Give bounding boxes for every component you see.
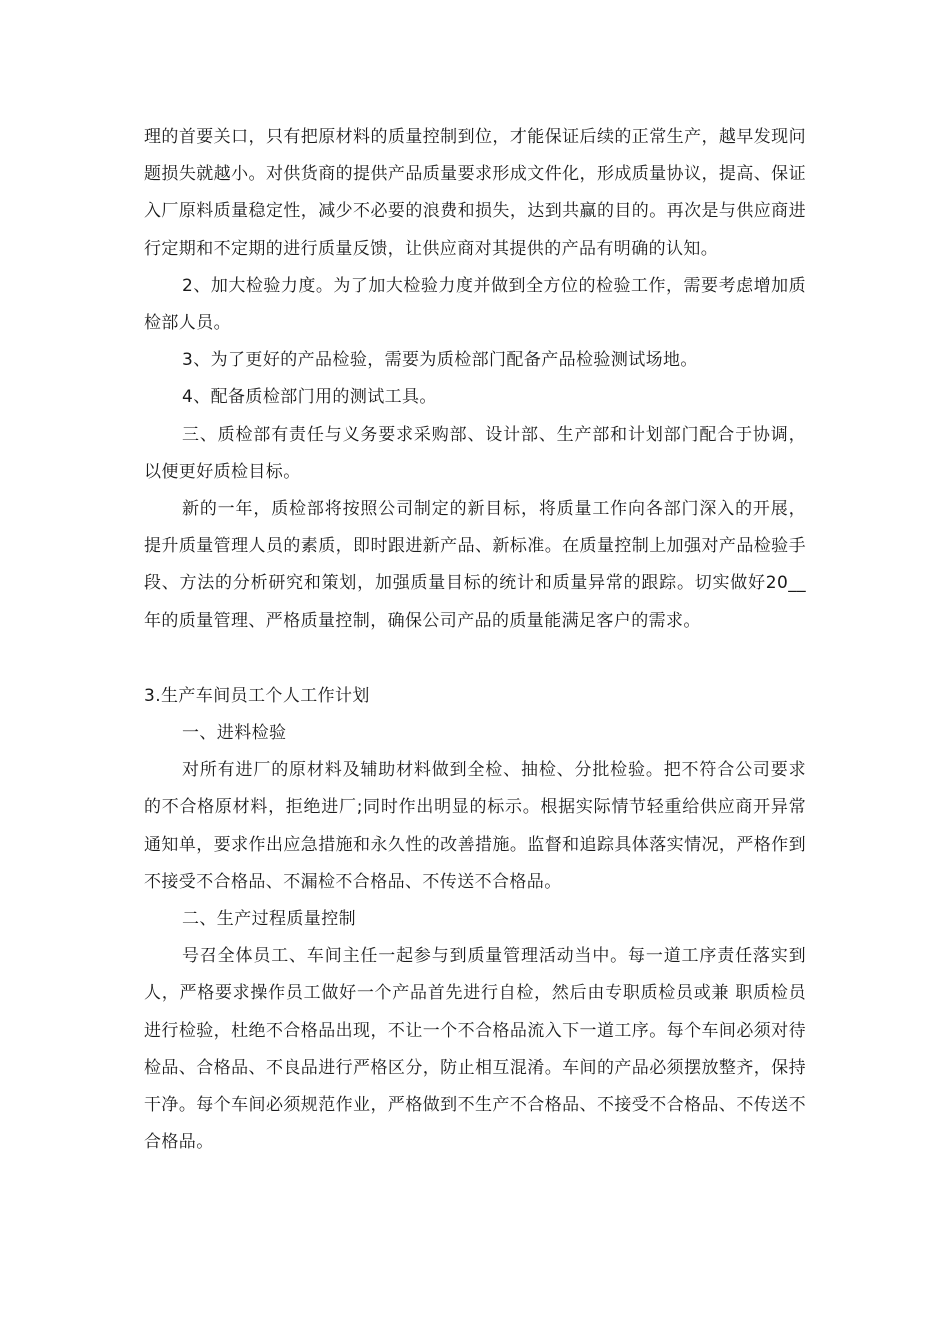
section-spacer [144, 640, 806, 678]
paragraph-process-quality-control: 号召全体员工、车间主任一起参与到质量管理活动当中。每一道工序责任落实到人，严格要求操作员工做好一个产品首先进行自检，然后由专职质检员或兼 职质检员进行检验，杜绝不合格品出现，不让一个不合格品流入下一道工序。每个车间必须对待检品、合格品、不良品进行严格区分，防止相互混淆。车间的产品必须摆放整齐，保持干净。每个车间必须规范作业，严格做到不生产不合格品、不接受不合格品、不传送不合格品。 [144, 946, 806, 1153]
paragraph-testing-tools: 4、配备质检部门用的测试工具。 [182, 387, 437, 408]
subheading-incoming-inspection: 一、进料检验 [182, 723, 287, 744]
paragraph-raw-material-control: 理的首要关口，只有把原材料的质量控制到位，才能保证后续的正常生产，越早发现问题损失就越小。对供货商的提供产品质量要求形成文件化，形成质量协议，提高、保证入厂原料质量稳定性，减少不必要的浪费和损失，达到共赢的目的。再次是与供应商进行定期和不定期的进行质量反馈，让供应商对其提供的产品有明确的认知。 [144, 127, 806, 259]
subheading-process-quality-control: 二、生产过程质量控制 [182, 909, 356, 930]
paragraph-incoming-inspection: 对所有进厂的原材料及辅助材料做到全检、抽检、分批检验。把不符合公司要求的不合格原材料，拒绝进厂;同时作出明显的标示。根据实际情节轻重给供应商开异常通知单，要求作出应急措施和永久性的改善措施。监督和追踪具体落实情况，严格作到不接受不合格品、不漏检不合格品、不传送不合格品。 [144, 760, 806, 892]
section-title: 3.生产车间员工个人工作计划 [144, 685, 370, 706]
paragraph-testing-site: 3、为了更好的产品检验，需要为质检部门配备产品检验测试场地。 [182, 350, 698, 371]
paragraph-new-year-goals: 新的一年，质检部将按照公司制定的新目标，将质量工作向各部门深入的开展，提升质量管理人员的素质，即时跟进新产品、新标准。在质量控制上加强对产品检验手段、方法的分析研究和策划，加强质量目标的统计和质量异常的跟踪。切实做好20__年的质量管理、严格质量控制，确保公司产品的质量能满足客户的需求。 [144, 499, 806, 631]
document-body [144, 119, 806, 1161]
paragraph-inspection-intensity: 2、加大检验力度。为了加大检验力度并做到全方位的检验工作，需要考虑增加质检部人员。 [144, 275, 806, 334]
paragraph-department-cooperation: 三、质检部有责任与义务要求采购部、设计部、生产部和计划部门配合于协调，以便更好质检目标。 [144, 424, 806, 482]
